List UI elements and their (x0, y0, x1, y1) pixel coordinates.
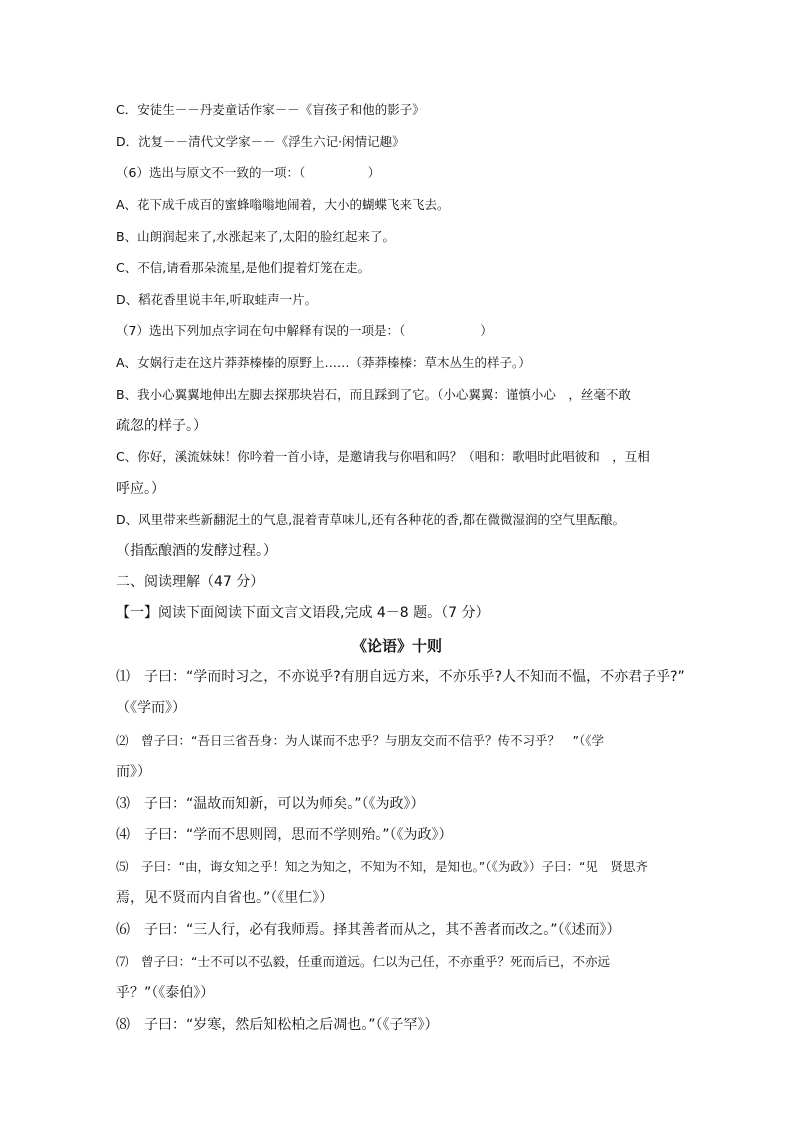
analects-item-7-line1: ⑺ 曾子曰：“士不可以不弘毅，任重而道远。仁以为己任，不亦重乎？死而后已，不亦远 (116, 954, 610, 969)
analects-item-1-line2: （《学而》） (116, 700, 186, 716)
analects-item-6: ⑹ 子曰：“三人行，必有我师焉。择其善者而从之，其不善者而改之。”（《述而》） (116, 922, 621, 938)
analects-item-7-line2: 乎？”（《泰伯》） (116, 985, 215, 1001)
analects-item-4: ⑷ 子曰：“学而不思则罔，思而不学则殆。”（《为政》） (116, 827, 453, 843)
analects-item-5-line1: ⑸ 子曰：“由，诲女知之乎！知之为知之，不知为不知，是知也。”（《为政》）子曰：“见 贤思齐 (116, 859, 648, 874)
question-7-option-c-line2: 呼应。） (116, 481, 165, 497)
question-7-option-b-line2: 疏忽的样子。） (116, 418, 207, 434)
question-6-option-d: D、稻花香里说丰年,听取蛙声一片。 (116, 292, 318, 307)
option-c-andersen: C．安徒生－－丹麦童话作家－－《盲孩子和他的影子》 (116, 102, 425, 117)
question-6-stem: （6）选出与原文不一致的一项：（ ） (116, 165, 381, 180)
question-7-option-d-line2: （指酝酿酒的发酵过程。） (116, 543, 277, 559)
section-2-subheading: 【一】阅读下面阅读下面文言文语段,完成 4－8 题。（7 分） (116, 605, 490, 621)
analects-item-2-line1: ⑵ 曾子曰：“吾日三省吾身：为人谋而不忠乎？与朋友交而不信乎？传不习乎？ ”（《学 (116, 733, 604, 748)
option-d-shenfu: D．沈复－－清代文学家－－《浮生六记·闲情记趣》 (116, 134, 405, 149)
analects-item-3: ⑶ 子曰：“温故而知新，可以为师矣。”（《为政》） (116, 796, 425, 812)
analects-item-5-line2: 焉，见不贤而内自省也。”（《里仁》） (116, 890, 334, 906)
question-7-option-c-line1: C、你好，溪流妹妹！你吟着一首小诗，是邀请我与你唱和吗？（唱和：歌唱时此唱彼和 ，互相 (116, 449, 650, 464)
analects-item-2-line2: 而》） (116, 764, 151, 780)
question-7-option-d-line1: D、风里带来些新翻泥土的气息,混着青草味儿,还有各种花的香,都在微微湿润的空气里酝酿。 (116, 512, 626, 527)
passage-title: 《论语》十则 (351, 637, 442, 655)
question-6-option-c: C、不信,请看那朵流星,是他们提着灯笼在走。 (116, 260, 371, 275)
question-7-option-a: A、女娲行走在这片莽莽榛榛的原野上……（莽莽榛榛：草木丛生的样子。） (116, 355, 531, 370)
analects-item-8: ⑻ 子曰：“岁寒，然后知松柏之后凋也。”（《子罕》） (116, 1017, 439, 1033)
section-2-heading: 二、阅读理解（47 分） (116, 574, 265, 590)
question-7-stem: （7）选出下列加点字词在句中解释有误的一项是：（ ） (116, 323, 493, 338)
analects-item-1-line1: ⑴ 子曰：“学而时习之，不亦说乎?有朋自远方来，不亦乐乎?人不知而不愠，不亦君子乎?” (116, 669, 685, 685)
question-6-option-b: B、山朗润起来了,水涨起来了,太阳的脸红起来了。 (116, 229, 396, 244)
question-6-option-a: A、花下成千成百的蜜蜂嗡嗡地闹着，大小的蝴蝶飞来飞去。 (116, 197, 450, 212)
question-7-option-b-line1: B、我小心翼翼地伸出左脚去探那块岩石，而且踩到了它。（小心翼翼：谨慎小心 ，丝毫不敢 (116, 387, 631, 402)
